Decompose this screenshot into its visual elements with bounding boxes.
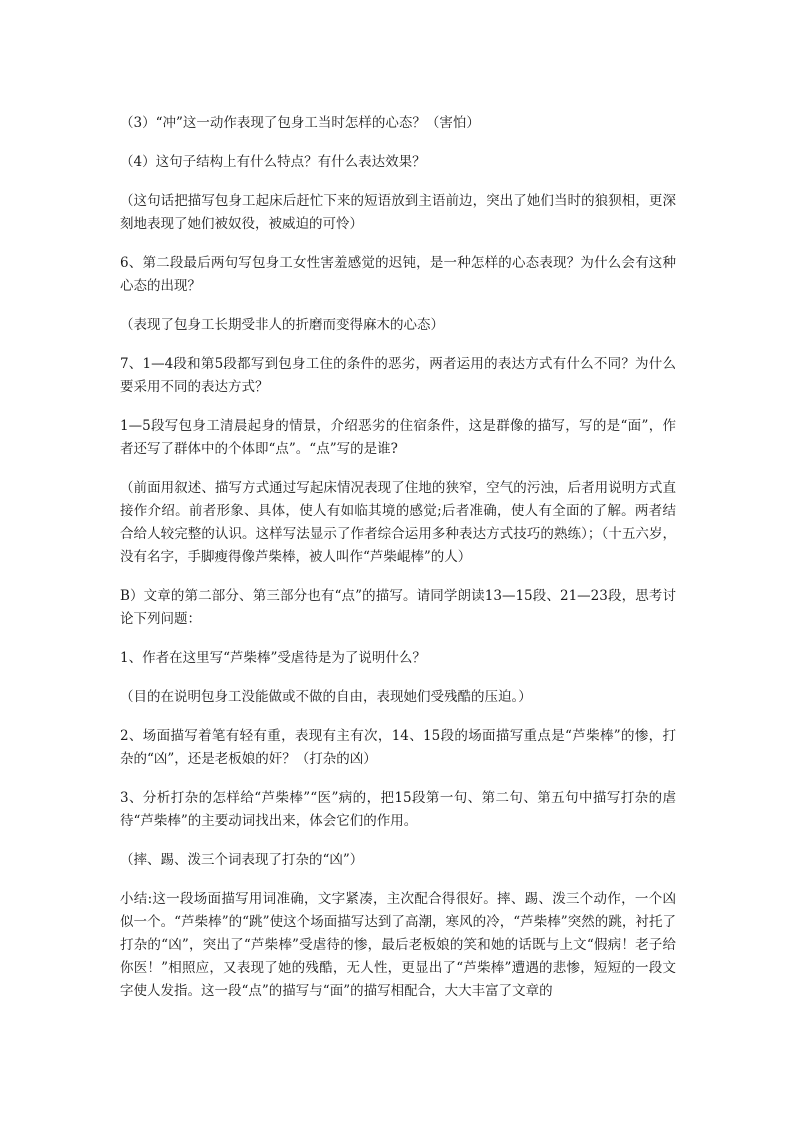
summary-paragraph: 小结:这一段场面描写用词准确，文字紧凑，主次配合得很好。摔、踢、泼三个动作，一个凶似一个。“芦柴棒”的“跳”使这个场面描写达到了高潮，寒风的冷，“芦柴棒”突然的跳，衬托了打杂的“凶”，突出了“芦柴棒”受虐待的惨，最后老板娘的笑和她的话既与上文“假病！老子给你医！”相照应，又表现了她的残酷，无人性，更显出了“芦柴棒”遭遇的悲惨，短短的一段文字使人发指。这一段“点”的描写与“面”的描写相配合，大大丰富了文章的 bbox=[120, 891, 676, 999]
answer-6-paragraph: （表现了包身工长期受非人的折磨而变得麻木的心态） bbox=[120, 317, 444, 333]
question-4-paragraph: （4）这句子结构上有什么特点？有什么表达效果？ bbox=[120, 154, 426, 170]
b-answer-1-paragraph: （目的在说明包身工没能做或不做的自由，表现她们受残酷的压迫。） bbox=[120, 689, 532, 705]
question-3-paragraph: （3）“冲”这一动作表现了包身工当时怎样的心态？（害怕） bbox=[120, 115, 480, 131]
answer-4-paragraph: （这句话把描写包身工起床后赶忙下来的短语放到主语前边，突出了她们当时的狼狈相，更深刻地表现了她们被奴役，被威迫的可怜） bbox=[120, 193, 676, 232]
answer-7-paragraph: （前面用叙述、描写方式通过写起床情况表现了住地的狭窄，空气的污浊，后者用说明方式直接作介绍。前者形象、具体，使人有如临其境的感觉;后者准确，使人有全面的了解。两者结合给人较完整的认识。这样写法显示了作者综合运用多种表达方式技巧的熟练）；（十五六岁，没有名字，手脚瘦得像芦柴棒，被人叫作“芦柴崐棒”的人） bbox=[120, 480, 676, 565]
b-question-2-paragraph: 2、场面描写着笔有轻有重，表现有主有次，14、15段的场面描写重点是“芦柴棒”的惨，打杂的“凶”，还是老板娘的奸？（打杂的凶） bbox=[120, 728, 676, 767]
b-answer-3-paragraph: （摔、踢、泼三个词表现了打杂的“凶”） bbox=[120, 852, 364, 868]
question-6-paragraph: 6、第二段最后两句写包身工女性害羞感觉的迟钝，是一种怎样的心态表现？为什么会有这种心态的出现？ bbox=[120, 255, 676, 294]
point-surface-paragraph: 1—5段写包身工清晨起身的情景，介绍恶劣的住宿条件，这是群像的描写，写的是“面”，作者还写了群体中的个体即“点”。“点”写的是谁? bbox=[120, 418, 676, 457]
b-question-3-paragraph: 3、分析打杂的怎样给“芦柴棒”“医”病的，把15段第一句、第二句、第五句中描写打杂的虐待“芦柴棒”的主要动词找出来，体会它们的作用。 bbox=[120, 790, 676, 829]
question-7-paragraph: 7、1—4段和第5段都写到包身工住的条件的恶劣，两者运用的表达方式有什么不同？为什么要采用不同的表达方式？ bbox=[120, 356, 676, 395]
document-page bbox=[120, 112, 676, 1019]
b-question-1-paragraph: 1、作者在这里写“芦柴棒”受虐待是为了说明什么？ bbox=[120, 650, 426, 666]
section-b-paragraph: B）文章的第二部分、第三部分也有“点”的描写。请同学朗读13—15段、21—23段，思考讨论下列问题： bbox=[120, 588, 676, 627]
